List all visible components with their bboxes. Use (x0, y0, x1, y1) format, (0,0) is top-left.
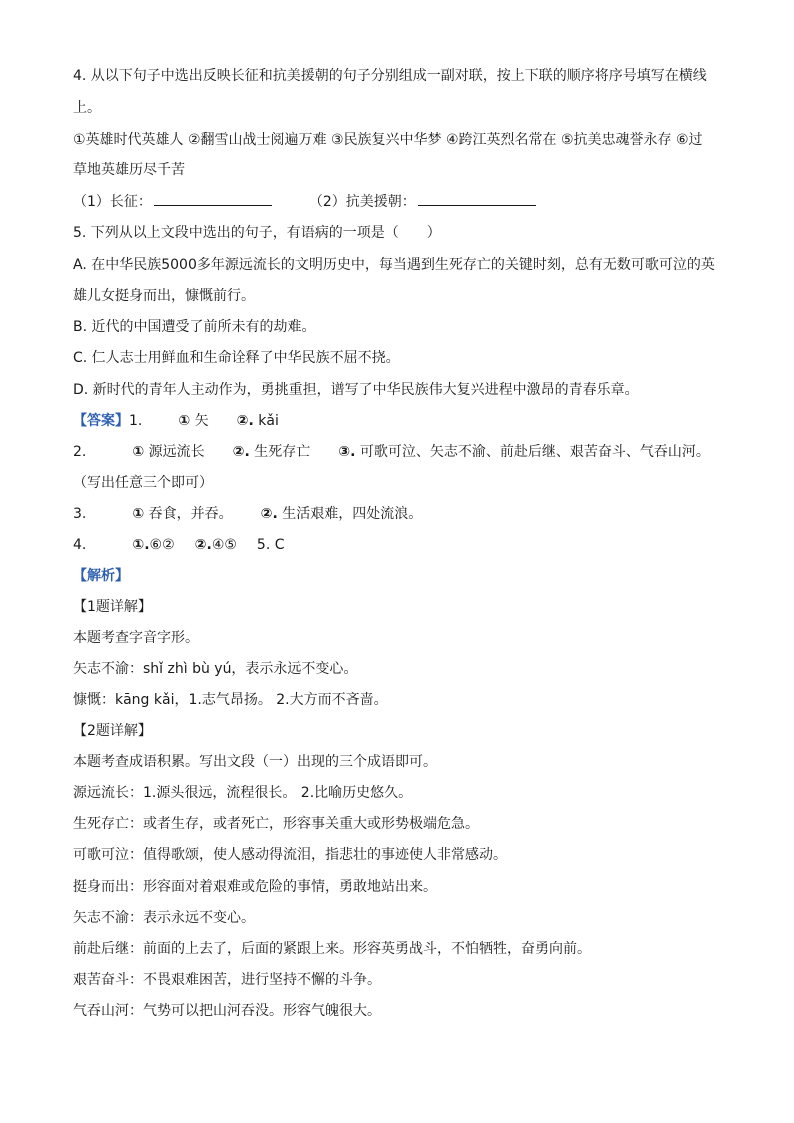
q4-blanks (73, 193, 536, 211)
q5-stem: 5. 下列从以上文段中选出的句子，有语病的一项是（ ） (73, 225, 441, 241)
answer-2-text-1: 源远流长 (148, 444, 205, 460)
answer-2-mark-1: ① (132, 444, 145, 460)
section-2-line-9: 气吞山河：气势可以把山河吞没。形容气魄很大。 (73, 1003, 381, 1019)
answer-4-mark-1: ①. (132, 537, 150, 553)
answer-1-text-1: 矢 (194, 413, 209, 429)
answer-row-4 (73, 536, 285, 554)
blank1-label: （1）长征： (73, 194, 152, 210)
answer-4-mark-2: ②. (194, 537, 212, 553)
q4-stem-line1: 4. 从以下句子中选出反映长征和抗美援朝的句子分别组成一副对联，按上下联的顺序将序号填写在横线 (73, 68, 707, 84)
answer-2-mark-3: ③. (338, 444, 356, 460)
answer-1-mark-1: ① (178, 413, 191, 429)
q5-option-c: C. 仁人志士用鲜血和生命诠释了中华民族不屈不挠。 (73, 350, 400, 366)
answer-2-text-3: 可歌可泣、矢志不渝、前赴后继、艰苦奋斗、气吞山河。 (359, 444, 710, 460)
blank1-line (154, 193, 272, 206)
analysis-label: 【解析】 (73, 568, 129, 584)
answer-row-3 (73, 505, 422, 523)
blank2-line (418, 193, 536, 206)
answer-row-2-note: （写出任意三个即可） (73, 475, 213, 491)
q5-option-a-line2: 雄儿女挺身而出，慷慨前行。 (73, 288, 255, 304)
answer-2-num: 2. (73, 444, 87, 460)
answer-3-text-1: 吞食，并吞。 (148, 506, 233, 522)
section-1-line-2: 矢志不渝：shǐ zhì bù yú，表示永远不变心。 (73, 661, 358, 677)
answer-1-num: 1. (129, 413, 143, 429)
answer-3-mark-1: ① (132, 506, 145, 522)
answer-4-num: 4. (73, 537, 87, 553)
answer-1-mark-2: ②. (236, 413, 254, 429)
section-2-line-8: 艰苦奋斗：不畏艰难困苦，进行坚持不懈的斗争。 (73, 972, 381, 988)
q4-stem-line2: 上。 (73, 100, 101, 116)
answer-2-mark-2: ②. (232, 444, 250, 460)
answer-label: 【答案】 (73, 413, 129, 429)
section-2-line-2: 源远流长：1.源头很远，流程很长。 2.比喻历史悠久。 (73, 785, 413, 801)
section-1-label: 【1题详解】 (73, 599, 152, 615)
section-1-line-3: 慷慨：kāng kǎi，1.志气昂扬。 2.大方而不吝啬。 (73, 692, 388, 708)
q5-option-d: D. 新时代的青年人主动作为，勇挑重担，谱写了中华民族伟大复兴进程中激昂的青春乐章。 (73, 382, 639, 398)
section-2-label: 【2题详解】 (73, 723, 152, 739)
section-2-line-1: 本题考查成语积累。写出文段（一）出现的三个成语即可。 (73, 754, 437, 770)
answer-row-2 (73, 443, 710, 461)
answer-2-text-2: 生死存亡 (254, 444, 311, 460)
answer-4-text-2: ④⑤ (211, 537, 237, 553)
answer-3-text-2: 生活艰难，四处流浪。 (282, 506, 423, 522)
section-2-line-7: 前赴后继：前面的上去了，后面的紧跟上来。形容英勇战斗，不怕牺牲，奋勇向前。 (73, 941, 591, 957)
section-2-line-4: 可歌可泣：值得歌颂，使人感动得流泪，指悲壮的事迹使人非常感动。 (73, 847, 507, 863)
q4-options-line1: ①英雄时代英雄人 ②翻雪山战士阅遍万难 ③民族复兴中华梦 ④跨江英烈名常在 ⑤抗美忠魂誉永存 ⑥过 (73, 132, 703, 148)
answer-5: 5. C (256, 537, 285, 553)
answer-1-text-2: kǎi (258, 413, 279, 429)
q5-option-a-line1: A. 在中华民族5000多年源远流长的文明历史中，每当遇到生死存亡的关键时刻，总有无数可歌可泣的英 (73, 257, 715, 273)
section-2-line-6: 矢志不渝：表示永远不变心。 (73, 910, 255, 926)
section-2-line-3: 生死存亡：或者生存，或者死亡，形容事关重大或形势极端危急。 (73, 816, 479, 832)
blank2-label: （2）抗美援朝： (308, 194, 416, 210)
answer-row-1 (73, 412, 279, 430)
answer-3-mark-2: ②. (260, 506, 278, 522)
q5-option-b: B. 近代的中国遭受了前所未有的劫难。 (73, 319, 316, 335)
q4-options-line2: 草地英雄历尽千苦 (73, 162, 185, 178)
section-2-line-5: 挺身而出：形容面对着艰难或危险的事情，勇敢地站出来。 (73, 879, 437, 895)
answer-4-text-1: ⑥② (149, 537, 175, 553)
answer-3-num: 3. (73, 506, 87, 522)
section-1-line-1: 本题考查字音字形。 (73, 630, 199, 646)
